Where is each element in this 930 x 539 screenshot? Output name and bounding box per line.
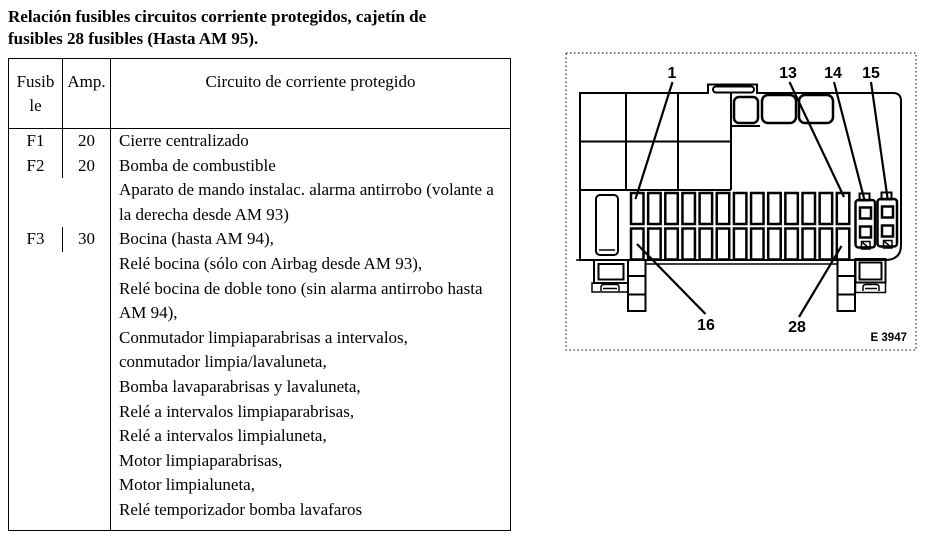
fuse-slot — [751, 229, 764, 260]
bottom-left-box — [592, 260, 628, 292]
fuse-slot — [700, 193, 713, 224]
fuse-cell — [9, 252, 63, 277]
circuit-cell: Relé temporizador bomba lavafaros — [119, 499, 363, 519]
fuse-cell: F2 — [9, 154, 63, 179]
leader-line-13 — [790, 82, 845, 197]
fuse-slot — [682, 193, 695, 224]
amp-cell — [63, 498, 111, 530]
circuit-cell: Bomba de combustible — [119, 155, 276, 175]
fuse-slot — [682, 229, 695, 260]
amp-cell: 30 — [63, 227, 111, 252]
amp-cell: 20 — [63, 129, 111, 154]
amp-cell — [63, 178, 111, 227]
amp-cell — [63, 473, 111, 498]
fuse-slot — [785, 193, 798, 224]
fuse-slot — [700, 229, 713, 260]
bottom-right-box — [856, 259, 886, 293]
table-row — [9, 277, 511, 326]
table-row — [9, 154, 511, 179]
fuse-cell: F3 — [9, 227, 63, 252]
fuse-slot — [751, 193, 764, 224]
table-row — [9, 400, 511, 425]
fuse-cell — [9, 375, 63, 400]
circuit-cell: Motor limpialuneta, — [119, 475, 255, 495]
table-header-row — [9, 59, 511, 129]
table-row — [9, 449, 511, 474]
fuse-box-outline — [580, 85, 901, 261]
column-header-amp: Amp. — [63, 59, 111, 129]
circuit-cell: Conmutador limpiaparabrisas a intervalos, — [119, 327, 408, 347]
table-row — [9, 178, 511, 227]
circuit-cell: Cierre centralizado — [119, 131, 249, 150]
table-row — [9, 424, 511, 449]
table-row — [9, 326, 511, 351]
amp-cell — [63, 449, 111, 474]
circuit-cell: Relé bocina de doble tono (sin alarma antirrobo hasta AM 94), — [119, 278, 483, 323]
fuse-slot — [820, 229, 833, 260]
circuit-cell: Relé bocina (sólo con Airbag desde AM 93), — [119, 253, 423, 273]
fuse-slot — [768, 193, 781, 224]
table-row — [9, 350, 511, 375]
slot-opening — [713, 87, 754, 93]
fuse-slot — [768, 229, 781, 260]
callout-label-28: 28 — [788, 319, 806, 336]
callout-label-13: 13 — [779, 65, 797, 82]
fuse-slot — [648, 229, 661, 260]
amp-cell — [63, 400, 111, 425]
callout-label-14: 14 — [824, 65, 842, 82]
fuse-cell — [9, 350, 63, 375]
fuse-cell — [9, 400, 63, 425]
fuse-slot — [665, 193, 678, 224]
fuse-slot — [785, 229, 798, 260]
fuse-slot — [803, 229, 816, 260]
small-relay — [734, 97, 758, 123]
relay-grid — [580, 93, 731, 190]
amp-cell: 20 — [63, 154, 111, 179]
fuse-cell: F1 — [9, 129, 63, 154]
table-row — [9, 498, 511, 530]
fuse-holder-15 — [878, 193, 898, 249]
amp-cell — [63, 350, 111, 375]
circuit-cell: Aparato de mando instalac. alarma antirrobo (volante a la derecha desde AM 93) — [119, 180, 494, 224]
fuse-cell — [9, 449, 63, 474]
fuse-cell — [9, 424, 63, 449]
table-row — [9, 375, 511, 400]
amp-cell — [63, 424, 111, 449]
leader-line-14 — [834, 82, 865, 200]
callout-label-16: 16 — [697, 317, 715, 334]
fuse-table-body — [9, 129, 511, 531]
fuse-cell — [9, 498, 63, 530]
fuse-cell — [9, 178, 63, 227]
fuse-slot — [648, 193, 661, 224]
fuse-row-top — [631, 193, 849, 224]
circuit-cell: Relé a intervalos limpiaparabrisas, — [119, 401, 355, 421]
page-title: Relación fusibles circuitos corriente protegidos, cajetín de fusibles 28 fusibles (Hasta AM 95). — [8, 7, 427, 48]
fuse-slot — [665, 229, 678, 260]
table-row — [9, 252, 511, 277]
leader-line-15 — [871, 82, 888, 198]
fuse-slot — [734, 229, 747, 260]
table-row — [9, 227, 511, 252]
table-row — [9, 473, 511, 498]
fuse-holder-14 — [856, 194, 876, 250]
left-ladder-strip — [628, 260, 646, 311]
fuse-box-diagram — [563, 43, 923, 353]
circuit-cell: Bocina (hasta AM 94), — [119, 229, 274, 249]
fuse-cell — [9, 326, 63, 351]
right-ladder-strip — [838, 260, 856, 311]
fuse-slot — [717, 229, 730, 260]
circuit-cell: Bomba lavaparabrisas y lavaluneta, — [119, 376, 361, 396]
circuit-cell: Motor limpiaparabrisas, — [119, 450, 283, 470]
fuse-slot — [837, 193, 850, 224]
fuse-row-bottom — [631, 229, 849, 260]
fuse-table — [8, 58, 511, 531]
amp-cell — [63, 375, 111, 400]
callout-label-1: 1 — [667, 65, 677, 82]
fuse-slot — [717, 193, 730, 224]
fuse-slot — [631, 193, 644, 224]
column-header-fuse: Fusib le — [9, 59, 63, 129]
left-connector — [596, 195, 618, 255]
relay-a — [762, 95, 796, 123]
figure-code: E 3947 — [870, 332, 907, 344]
circuit-cell: conmutador limpia/lavaluneta, — [119, 352, 327, 372]
amp-cell — [63, 252, 111, 277]
relay-b — [799, 95, 833, 123]
fuse-slot — [837, 229, 850, 260]
fuse-cell — [9, 277, 63, 326]
table-row — [9, 129, 511, 154]
fuse-cell — [9, 473, 63, 498]
circuit-cell: Relé a intervalos limpialuneta, — [119, 426, 327, 446]
column-header-circuit: Circuito de corriente protegido — [111, 59, 511, 129]
amp-cell — [63, 277, 111, 326]
callout-label-15: 15 — [862, 65, 880, 82]
fuse-slot — [734, 193, 747, 224]
fuse-slot — [803, 193, 816, 224]
fuse-slot — [820, 193, 833, 224]
amp-cell — [63, 326, 111, 351]
